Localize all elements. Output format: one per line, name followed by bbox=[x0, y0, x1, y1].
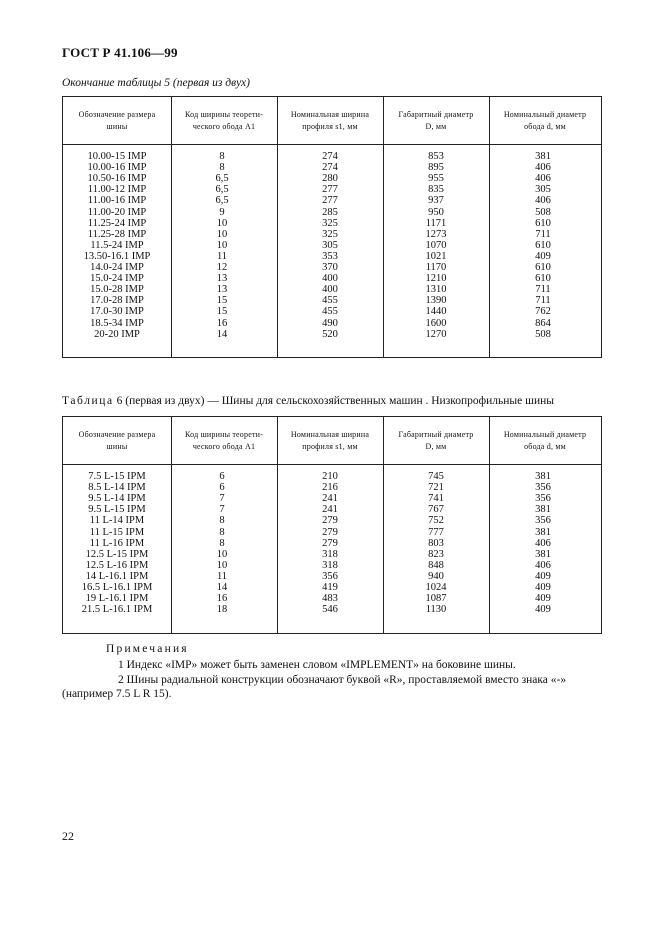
table-cell: 8 bbox=[219, 162, 225, 174]
table-cell: 409 bbox=[535, 250, 551, 262]
table-cell: 848 bbox=[428, 559, 444, 571]
table-cell: 455 bbox=[322, 306, 338, 318]
table-cell: 11 L-16 IPM bbox=[89, 537, 145, 549]
table-row bbox=[63, 229, 601, 240]
table-cell: 381 bbox=[535, 526, 551, 538]
table-cell: 409 bbox=[535, 570, 551, 582]
table-cell: 483 bbox=[322, 593, 338, 605]
table-cell: 762 bbox=[535, 306, 551, 318]
table-row bbox=[63, 173, 601, 184]
table-cell: 279 bbox=[322, 515, 338, 527]
table6-header-col0: Обозначение размера шины bbox=[78, 429, 156, 451]
table-cell: 406 bbox=[535, 195, 551, 207]
table-cell: 11.00-12 IMP bbox=[87, 184, 147, 196]
table-cell: 10.00-15 IMP bbox=[87, 151, 147, 162]
table-cell: 381 bbox=[535, 151, 551, 162]
table-cell: 12 bbox=[216, 262, 228, 273]
table-row bbox=[63, 195, 601, 206]
table-cell: 1021 bbox=[425, 250, 447, 262]
table-cell: 803 bbox=[428, 537, 444, 549]
table-cell: 17.0-30 IMP bbox=[90, 306, 144, 318]
table-row bbox=[63, 593, 601, 604]
table-cell: 864 bbox=[535, 317, 551, 329]
table-cell: 777 bbox=[428, 526, 444, 538]
table-cell: 895 bbox=[428, 162, 444, 174]
table-row bbox=[63, 515, 601, 526]
table-cell: 419 bbox=[322, 582, 338, 593]
table-cell: 14 bbox=[216, 328, 228, 340]
table-cell: 546 bbox=[322, 604, 338, 616]
table-cell: 13.50-16.1 IMP bbox=[83, 250, 151, 262]
table-row bbox=[63, 582, 601, 593]
note-item-2: 2 Шины радиальной конструкции обозначают буквой «R», проставляемой вместо знака «-» (например 7.5 L R 15). bbox=[62, 674, 567, 700]
table-cell: 508 bbox=[535, 206, 551, 218]
table-cell: 14.0-24 IMP bbox=[90, 262, 144, 273]
table-cell: 8 bbox=[219, 537, 225, 549]
table-row bbox=[63, 184, 601, 195]
table-cell: 610 bbox=[535, 217, 551, 229]
table-cell: 353 bbox=[322, 250, 338, 262]
table-cell: 823 bbox=[428, 548, 444, 560]
table-cell: 318 bbox=[322, 548, 338, 560]
table-cell: 11 bbox=[216, 570, 228, 582]
table-cell: 610 bbox=[535, 239, 551, 251]
table-cell: 11.5-24 IMP bbox=[90, 239, 144, 251]
table-cell: 1390 bbox=[425, 295, 447, 307]
table-cell: 14 bbox=[216, 582, 228, 593]
table-row bbox=[63, 482, 601, 493]
table-cell: 1070 bbox=[425, 239, 447, 251]
table-cell: 381 bbox=[535, 471, 551, 482]
table-row bbox=[63, 471, 601, 482]
table5-header-col4: Номинальный диаметр обода d, мм bbox=[503, 109, 587, 131]
table-cell: 11.25-28 IMP bbox=[87, 228, 147, 240]
table-row bbox=[63, 604, 601, 615]
table-cell: 381 bbox=[535, 504, 551, 516]
table-cell: 835 bbox=[428, 184, 444, 196]
table-cell: 16 bbox=[216, 317, 228, 329]
table-cell: 356 bbox=[535, 482, 551, 494]
table-cell: 1130 bbox=[425, 604, 447, 616]
table5-caption: Окончание таблицы 5 (первая из двух) bbox=[62, 77, 250, 89]
table-row bbox=[63, 329, 601, 340]
table-cell: 11 bbox=[216, 250, 228, 262]
table-cell: 400 bbox=[322, 273, 338, 285]
table-cell: 711 bbox=[535, 295, 551, 307]
table-row bbox=[63, 527, 601, 538]
table-cell: 279 bbox=[322, 537, 338, 549]
table-cell: 10.50-16 IMP bbox=[87, 173, 147, 185]
table-cell: 1171 bbox=[425, 217, 447, 229]
table-cell: 305 bbox=[535, 184, 551, 196]
table-cell: 21.5 L-16.1 IPM bbox=[81, 604, 153, 616]
table-cell: 7 bbox=[219, 493, 225, 505]
table-cell: 1440 bbox=[425, 306, 447, 318]
table-cell: 325 bbox=[322, 217, 338, 229]
table-cell: 11.25-24 IMP bbox=[87, 217, 147, 229]
table-cell: 752 bbox=[428, 515, 444, 527]
note-item-1: 1 Индекс «IMP» может быть заменен словом «IMPLEMENT» на боковине шины. bbox=[118, 659, 516, 671]
table6-header-col2: Номинальная ширина профиля s1, мм bbox=[290, 429, 370, 451]
table-cell: 10 bbox=[216, 228, 228, 240]
table-cell: 6 bbox=[219, 482, 225, 494]
table-cell: 406 bbox=[535, 162, 551, 174]
table-cell: 10 bbox=[216, 217, 228, 229]
table5-header-col2: Номинальная ширина профиля s1, мм bbox=[290, 109, 370, 131]
table-row bbox=[63, 549, 601, 560]
table-cell: 8.5 L-14 IPM bbox=[88, 482, 146, 494]
table-cell: 20-20 IMP bbox=[94, 328, 140, 340]
table-cell: 241 bbox=[322, 504, 338, 516]
table-cell: 12.5 L-15 IPM bbox=[85, 548, 149, 560]
table-cell: 520 bbox=[322, 328, 338, 340]
table-row bbox=[63, 538, 601, 549]
table-row bbox=[63, 218, 601, 229]
table-cell: 356 bbox=[535, 493, 551, 505]
table-row bbox=[63, 295, 601, 306]
table-cell: 406 bbox=[535, 537, 551, 549]
table-cell: 277 bbox=[322, 195, 338, 207]
table-cell: 10 bbox=[216, 548, 228, 560]
table-cell: 285 bbox=[322, 206, 338, 218]
table-cell: 11.00-16 IMP bbox=[87, 195, 147, 207]
table-row bbox=[63, 493, 601, 504]
table-cell: 10 bbox=[216, 239, 228, 251]
table-cell: 409 bbox=[535, 604, 551, 616]
table-cell: 15 bbox=[216, 295, 228, 307]
table-cell: 12.5 L-16 IPM bbox=[85, 559, 149, 571]
table-cell: 305 bbox=[322, 239, 338, 251]
table-cell: 274 bbox=[322, 162, 338, 174]
table-cell: 1270 bbox=[425, 328, 447, 340]
table-cell: 1170 bbox=[425, 262, 447, 273]
table-cell: 15.0-24 IMP bbox=[90, 273, 144, 285]
table-cell: 6,5 bbox=[215, 184, 229, 196]
table-cell: 745 bbox=[428, 471, 444, 482]
table5-header-col0: Обозначение размера шины bbox=[78, 109, 156, 131]
table-row bbox=[63, 306, 601, 317]
table-cell: 9 bbox=[219, 206, 225, 218]
table-cell: 7 bbox=[219, 504, 225, 516]
table-row bbox=[63, 207, 601, 218]
table-cell: 10 bbox=[216, 559, 228, 571]
table-cell: 210 bbox=[322, 471, 338, 482]
table-row bbox=[63, 240, 601, 251]
table-cell: 741 bbox=[428, 493, 444, 505]
table-cell: 8 bbox=[219, 515, 225, 527]
table-cell: 8 bbox=[219, 151, 225, 162]
table-cell: 216 bbox=[322, 482, 338, 494]
table-cell: 9.5 L-15 IPM bbox=[88, 504, 146, 516]
table-cell: 19 L-16.1 IPM bbox=[85, 593, 149, 605]
table-cell: 13 bbox=[216, 284, 228, 296]
table-cell: 11 L-14 IPM bbox=[89, 515, 145, 527]
table5-header-col1: Код ширины теорети- ческого обода A1 bbox=[185, 109, 263, 131]
table-row bbox=[63, 560, 601, 571]
table-cell: 17.0-28 IMP bbox=[90, 295, 144, 307]
table-cell: 325 bbox=[322, 228, 338, 240]
table6 bbox=[62, 416, 602, 634]
table-cell: 381 bbox=[535, 548, 551, 560]
table-cell: 721 bbox=[428, 482, 444, 494]
table-cell: 950 bbox=[428, 206, 444, 218]
table-cell: 400 bbox=[322, 284, 338, 296]
table-cell: 1310 bbox=[425, 284, 447, 296]
table-cell: 1024 bbox=[425, 582, 447, 593]
table-cell: 8 bbox=[219, 526, 225, 538]
table-cell: 940 bbox=[428, 570, 444, 582]
table-cell: 7.5 L-15 IPM bbox=[88, 471, 146, 482]
table-cell: 1273 bbox=[425, 228, 447, 240]
table-cell: 455 bbox=[322, 295, 338, 307]
table-row bbox=[63, 571, 601, 582]
table6-header bbox=[63, 417, 601, 465]
table-cell: 370 bbox=[322, 262, 338, 273]
table-cell: 6,5 bbox=[215, 173, 229, 185]
table-cell: 937 bbox=[428, 195, 444, 207]
notes-title: Примечания bbox=[106, 643, 189, 655]
table-cell: 406 bbox=[535, 559, 551, 571]
table-row bbox=[63, 284, 601, 295]
table-cell: 280 bbox=[322, 173, 338, 185]
table-cell: 508 bbox=[535, 328, 551, 340]
document-header: ГОСТ Р 41.106—99 bbox=[62, 45, 178, 60]
table-cell: 490 bbox=[322, 317, 338, 329]
table-cell: 10.00-16 IMP bbox=[87, 162, 147, 174]
table-row bbox=[63, 251, 601, 262]
table-cell: 409 bbox=[535, 582, 551, 593]
table-cell: 14 L-16.1 IPM bbox=[85, 570, 149, 582]
table-cell: 406 bbox=[535, 173, 551, 185]
table-cell: 1210 bbox=[425, 273, 447, 285]
table-cell: 6 bbox=[219, 471, 225, 482]
table-cell: 955 bbox=[428, 173, 444, 185]
table-cell: 274 bbox=[322, 151, 338, 162]
table-row bbox=[63, 151, 601, 162]
table-cell: 409 bbox=[535, 593, 551, 605]
table-cell: 15.0-28 IMP bbox=[90, 284, 144, 296]
table-cell: 15 bbox=[216, 306, 228, 318]
table-cell: 767 bbox=[428, 504, 444, 516]
table5-header bbox=[63, 97, 601, 145]
table-cell: 1600 bbox=[425, 317, 447, 329]
table-cell: 279 bbox=[322, 526, 338, 538]
table-row bbox=[63, 273, 601, 284]
table-cell: 13 bbox=[216, 273, 228, 285]
table5 bbox=[62, 96, 602, 358]
table6-header-col4: Номинальный диаметр обода d, мм bbox=[503, 429, 587, 451]
table-cell: 9.5 L-14 IPM bbox=[88, 493, 146, 505]
table-cell: 853 bbox=[428, 151, 444, 162]
table-cell: 16 bbox=[216, 593, 228, 605]
table-cell: 16.5 L-16.1 IPM bbox=[81, 582, 153, 593]
table-cell: 610 bbox=[535, 262, 551, 273]
table-cell: 6,5 bbox=[215, 195, 229, 207]
table-row bbox=[63, 318, 601, 329]
table-cell: 277 bbox=[322, 184, 338, 196]
table5-header-col3: Габаритный диаметр D, мм bbox=[398, 109, 474, 131]
table-cell: 711 bbox=[535, 284, 551, 296]
table-row bbox=[63, 162, 601, 173]
table-cell: 318 bbox=[322, 559, 338, 571]
table-cell: 1087 bbox=[425, 593, 447, 605]
table-cell: 356 bbox=[322, 570, 338, 582]
table6-header-col1: Код ширины теорети- ческого обода A1 bbox=[185, 429, 263, 451]
page-number: 22 bbox=[62, 829, 74, 843]
table-cell: 356 bbox=[535, 515, 551, 527]
table-cell: 18 bbox=[216, 604, 228, 616]
table-row bbox=[63, 504, 601, 515]
table-cell: 11.00-20 IMP bbox=[87, 206, 147, 218]
table6-header-col3: Габаритный диаметр D, мм bbox=[398, 429, 474, 451]
table-cell: 610 bbox=[535, 273, 551, 285]
table6-caption: Таблица 6 (первая из двух) — Шины для сельскохозяйственных машин . Низкопрофильные шины bbox=[62, 395, 555, 407]
table-cell: 18.5-34 IMP bbox=[90, 317, 144, 329]
table-row bbox=[63, 262, 601, 273]
table-cell: 11 L-15 IPM bbox=[89, 526, 145, 538]
table-cell: 711 bbox=[535, 228, 551, 240]
table-cell: 241 bbox=[322, 493, 338, 505]
